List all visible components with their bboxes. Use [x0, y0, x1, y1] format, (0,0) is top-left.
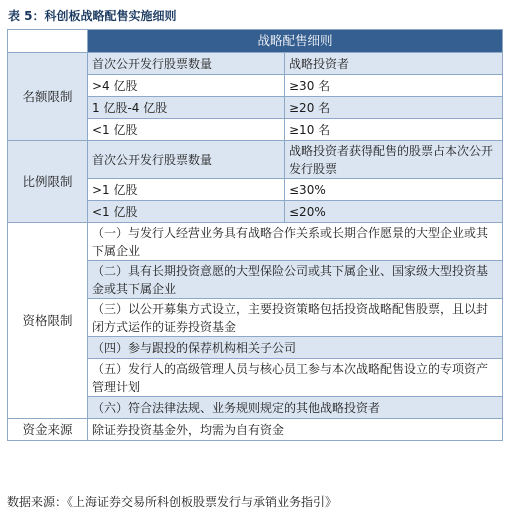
funds-text: 除证券投资基金外，均需为自有资金: [88, 419, 503, 441]
qualification-item: （六）符合法律法规、业务规则规定的其他战略投资者: [88, 397, 503, 419]
funds-category: 资金来源: [8, 419, 88, 441]
data-source: 数据来源：《上海证券交易所科创板股票发行与承销业务指引》: [7, 495, 338, 509]
qualification-item: （一）与发行人经营业务具有战略合作关系或长期合作愿景的大型企业或其下属企业: [88, 223, 503, 261]
ratio-value: ≤20%: [285, 201, 503, 223]
quota-investors: ≥20 名: [285, 97, 503, 119]
qualification-category: 资格限制: [8, 223, 88, 419]
table-header: 战略配售细则: [88, 30, 503, 53]
quota-col2-header: 战略投资者: [285, 53, 503, 75]
ratio-col1-header: 首次公开发行股票数量: [88, 141, 285, 179]
quota-investors: ≥30 名: [285, 75, 503, 97]
ratio-col2-header: 战略投资者获得配售的股票占本次公开发行股票: [285, 141, 503, 179]
quota-shares: >4 亿股: [88, 75, 285, 97]
table-caption: 表 5：科创板战略配售实施细则: [8, 9, 177, 23]
ratio-value: ≤30%: [285, 179, 503, 201]
qualification-item: （四）参与跟投的保荐机构相关子公司: [88, 337, 503, 359]
quota-shares: <1 亿股: [88, 119, 285, 141]
quota-shares: 1 亿股-4 亿股: [88, 97, 285, 119]
strategic-placement-table: [7, 29, 503, 441]
ratio-category: 比例限制: [8, 141, 88, 223]
ratio-shares: <1 亿股: [88, 201, 285, 223]
quota-category: 名额限制: [8, 53, 88, 141]
ratio-shares: >1 亿股: [88, 179, 285, 201]
qualification-item: （五）发行人的高级管理人员与核心员工参与本次战略配售设立的专项资产管理计划: [88, 359, 503, 397]
quota-col1-header: 首次公开发行股票数量: [88, 53, 285, 75]
qualification-item: （二）具有长期投资意愿的大型保险公司或其下属企业、国家级大型投资基金或其下属企业: [88, 261, 503, 299]
qualification-item: （三）以公开募集方式设立，主要投资策略包括投资战略配售股票，且以封闭方式运作的证券投资基金: [88, 299, 503, 337]
quota-investors: ≥10 名: [285, 119, 503, 141]
